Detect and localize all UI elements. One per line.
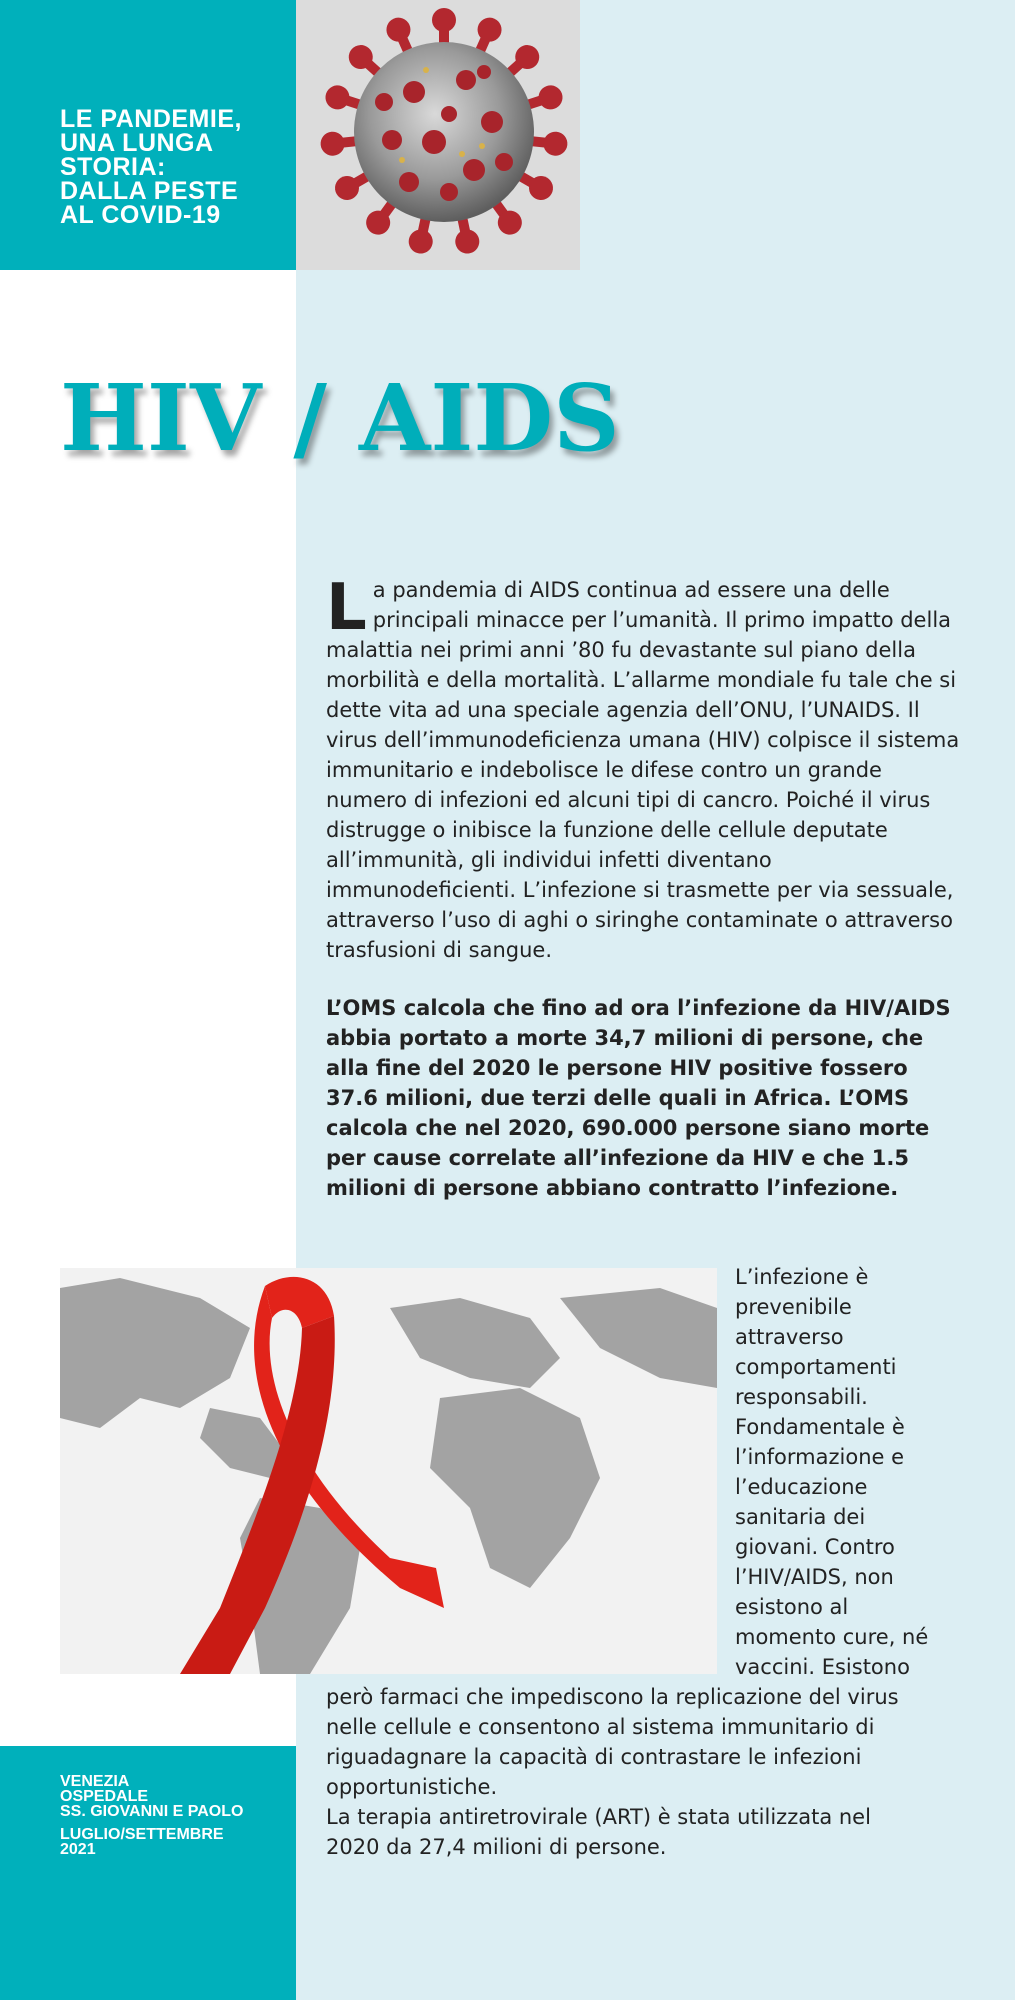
red-ribbon-image [60, 1268, 717, 1674]
page-title: HIV / AIDS [60, 364, 620, 472]
prevention-line: Fondamentale è [735, 1415, 905, 1439]
prevention-line: prevenibile [735, 1295, 852, 1319]
statistics-paragraph: L’OMS calcola che fino ad ora l’infezione da HIV/AIDS abbia portato a morte 34,7 milioni di persone, che alla fine del 2020 le persone HIV positive fossero 37.6 milioni, due terzi delle quali in Africa. L’OMS calcola che nel 2020, 690.000 persone siano morte per cause correlate all’infezione da HIV e che 1.5 milioni di persone abbiano contratto l’infezione. [326, 996, 951, 1200]
series-title-line: DALLA PESTE [60, 177, 239, 205]
prevention-line: l’informazione e [735, 1445, 905, 1469]
prevention-line: attraverso [735, 1325, 844, 1349]
therapy-line: La terapia antiretrovirale (ART) è stata utilizzata nel [326, 1805, 871, 1829]
series-title-line: UNA LUNGA [60, 129, 214, 157]
prevention-text [735, 1262, 985, 1682]
intro-paragraph-text: a pandemia di AIDS continua ad essere una delle principali minacce per l’umanità. Il primo impatto della malattia nei primi anni ’80 fu devastante sul piano della morbilità e della mortalità. L’allarme mondiale fu tale che si dette vita ad una speciale agenzia dell’ONU, l’UNAIDS. Il virus dell’immunodeficienza umana (HIV) colpisce il sistema immunitario e indebolisce le difese contro un grande numero di infezioni ed alcuni tipi di cancro. Poiché il virus distrugge o inibisce la funzione delle cellule deputate all’immunità, gli individui infetti diventano immunodeficienti. L’infezione si trasmette per via sessuale, attraverso l’uso di aghi o siringhe contaminate o attraverso trasfusioni di sangue. [326, 578, 960, 962]
therapy-line: 2020 da 27,4 milioni di persone. [326, 1835, 667, 1859]
footer-block [0, 1746, 296, 2000]
prevention-line: L’infezione è [735, 1265, 869, 1289]
footer-info [60, 1774, 243, 1857]
prevention-line: giovani. Contro [735, 1535, 895, 1559]
series-title-line: LE PANDEMIE, [60, 105, 242, 133]
therapy-line: riguadagnare la capacità di contrastare le infezioni [326, 1745, 862, 1769]
therapy-line: opportunistiche. [326, 1775, 498, 1799]
prevention-line: l’educazione [735, 1475, 868, 1499]
intro-paragraph [326, 571, 966, 965]
therapy-line: però farmaci che impediscono la replicazione del virus [326, 1685, 899, 1709]
prevention-line: comportamenti [735, 1355, 897, 1379]
prevention-line: responsabili. [735, 1385, 868, 1409]
coronavirus-illustration [296, 0, 580, 270]
footer-location-line: VENEZIA [60, 1773, 130, 1790]
series-title-line: STORIA: [60, 153, 166, 181]
footer-location-line: OSPEDALE [60, 1788, 149, 1805]
footer-date-line: 2021 [60, 1841, 96, 1858]
prevention-line: vaccini. Esistono [735, 1655, 910, 1679]
therapy-line: nelle cellule e consentono al sistema immunitario di [326, 1715, 875, 1739]
prevention-line: l’HIV/AIDS, non [735, 1565, 894, 1589]
series-title [60, 107, 290, 227]
series-title-line: AL COVID-19 [60, 201, 221, 229]
virus-image [296, 0, 580, 270]
footer-date-line: LUGLIO/SETTEMBRE [60, 1826, 224, 1843]
drop-cap: L [326, 571, 367, 645]
prevention-line: esistono al [735, 1595, 849, 1619]
title-block [0, 0, 296, 270]
red-ribbon-map-illustration [60, 1268, 717, 1674]
article-body [326, 571, 966, 1203]
prevention-line: momento cure, né [735, 1625, 929, 1649]
footer-location-line: SS. GIOVANNI E PAOLO [60, 1803, 244, 1820]
prevention-line: sanitaria dei [735, 1505, 866, 1529]
therapy-text [326, 1682, 986, 1862]
